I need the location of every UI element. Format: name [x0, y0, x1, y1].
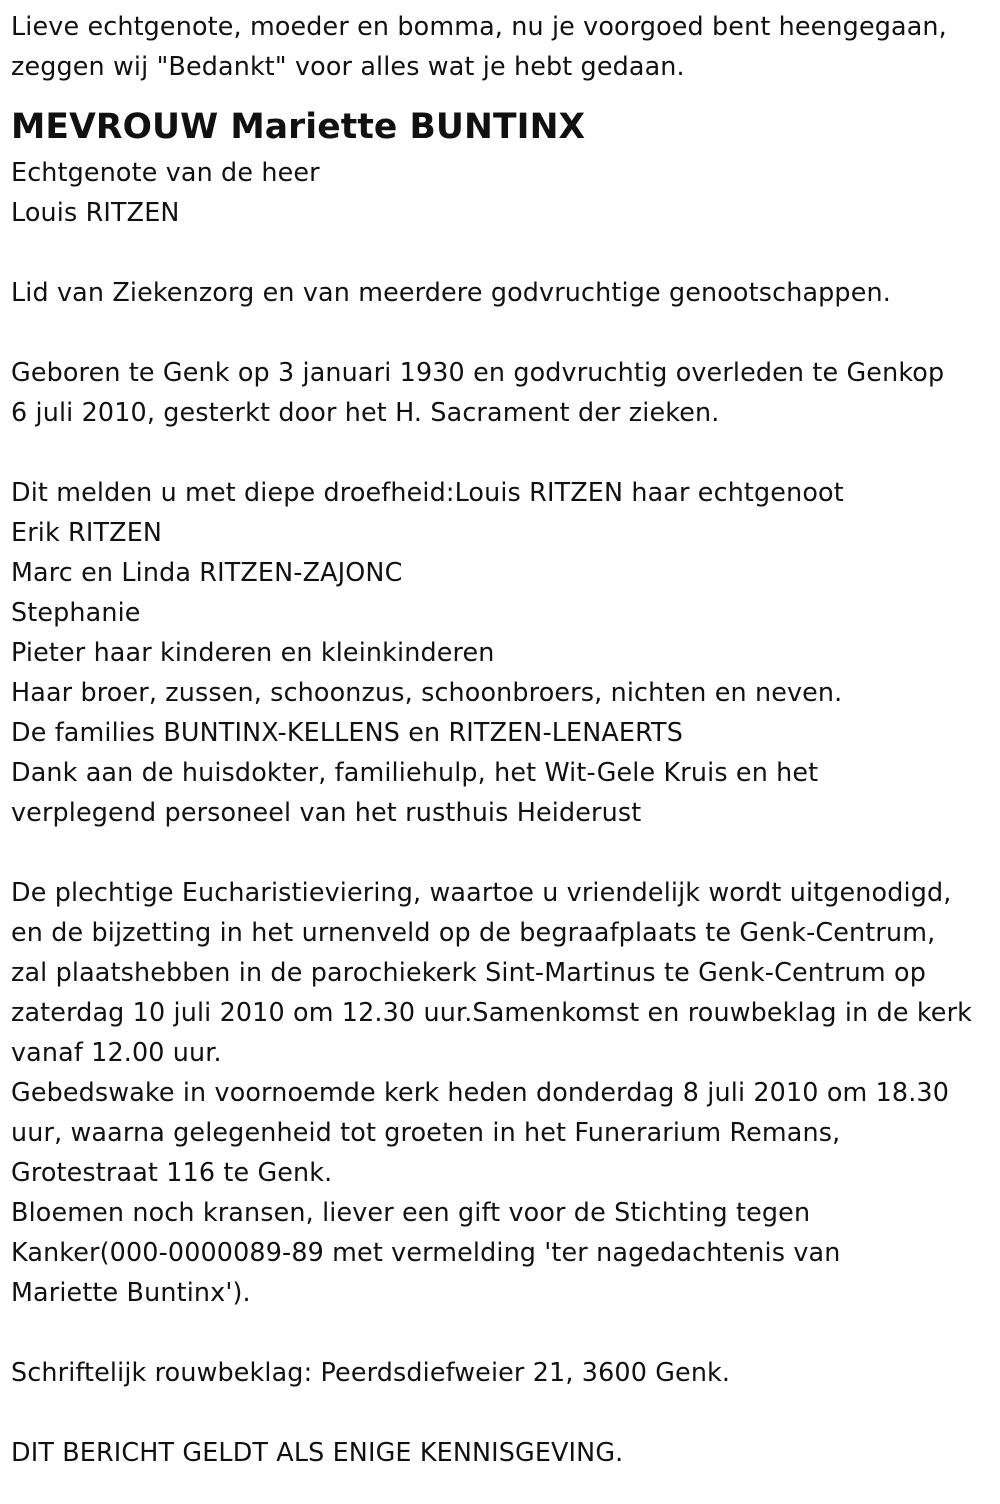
- spacer: [11, 832, 993, 872]
- spacer: [11, 1312, 993, 1352]
- ceremony-line: De plechtige Eucharistieviering, waartoe u vriendelijk wordt uitgenodigd,: [11, 877, 952, 907]
- family-line: Haar broer, zussen, schoonzus, schoonbroers, nichten en neven.: [11, 677, 843, 707]
- intro-line: Lieve echtgenote, moeder en bomma, nu je voorgoed bent heengegaan,: [11, 11, 947, 41]
- spouse-line: Echtgenote van de heer: [11, 157, 320, 187]
- spacer: [11, 432, 993, 472]
- membership-line: Lid van Ziekenzorg en van meerdere godvruchtige genootschappen.: [11, 277, 891, 307]
- birth-death-line: 6 juli 2010, gesterkt door het H. Sacrament der zieken.: [11, 397, 720, 427]
- spacer: [11, 312, 993, 352]
- birth-death-line: Geboren te Genk op 3 januari 1930 en godvruchtig overleden te Genkop: [11, 357, 945, 387]
- family-line: Dit melden u met diepe droefheid:Louis RITZEN haar echtgenoot: [11, 477, 844, 507]
- ceremony-line: Grotestraat 116 te Genk.: [11, 1157, 333, 1187]
- spouse-line: Louis RITZEN: [11, 197, 180, 227]
- family-line: verplegend personeel van het rusthuis Heiderust: [11, 797, 642, 827]
- spacer: [11, 232, 993, 272]
- condolence-address: Schriftelijk rouwbeklag: Peerdsdiefweier 21, 3600 Genk.: [11, 1357, 731, 1387]
- closing-statement: DIT BERICHT GELDT ALS ENIGE KENNISGEVING.: [11, 1437, 624, 1467]
- family-line: Pieter haar kinderen en kleinkinderen: [11, 637, 495, 667]
- ceremony-line: Mariette Buntinx').: [11, 1277, 251, 1307]
- ceremony-line: zal plaatshebben in de parochiekerk Sint-Martinus te Genk-Centrum op: [11, 957, 926, 987]
- ceremony-line: Bloemen noch kransen, liever een gift voor de Stichting tegen: [11, 1197, 811, 1227]
- spacer: [11, 1392, 993, 1432]
- ceremony-line: vanaf 12.00 uur.: [11, 1037, 222, 1067]
- family-line: Erik RITZEN: [11, 517, 163, 547]
- ceremony-line: zaterdag 10 juli 2010 om 12.30 uur.Samenkomst en rouwbeklag in de kerk: [11, 997, 973, 1027]
- family-line: Marc en Linda RITZEN-ZAJONC: [11, 557, 403, 587]
- death-notice: [11, 6, 993, 1472]
- family-line: Dank aan de huisdokter, familiehulp, het Wit-Gele Kruis en het: [11, 757, 819, 787]
- family-line: De families BUNTINX-KELLENS en RITZEN-LENAERTS: [11, 717, 683, 747]
- ceremony-line: Gebedswake in voornoemde kerk heden donderdag 8 juli 2010 om 18.30: [11, 1077, 950, 1107]
- family-line: Stephanie: [11, 597, 141, 627]
- ceremony-line: Kanker(000-0000089-89 met vermelding 'ter nagedachtenis van: [11, 1237, 841, 1267]
- intro-line: zeggen wij "Bedankt" voor alles wat je hebt gedaan.: [11, 51, 685, 81]
- ceremony-line: en de bijzetting in het urnenveld op de begraafplaats te Genk-Centrum,: [11, 917, 936, 947]
- ceremony-line: uur, waarna gelegenheid tot groeten in het Funerarium Remans,: [11, 1117, 841, 1147]
- deceased-name: MEVROUW Mariette BUNTINX: [11, 107, 586, 147]
